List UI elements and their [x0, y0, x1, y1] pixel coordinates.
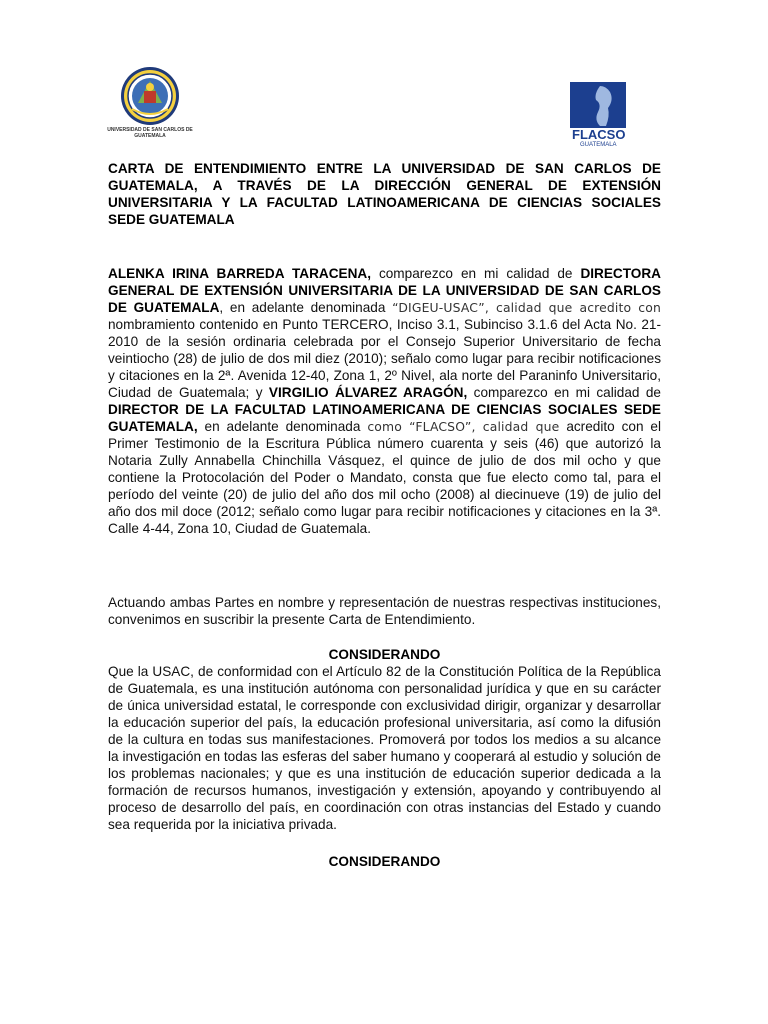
document-title: CARTA DE ENTENDIMIENTO ENTRE LA UNIVERSIDAD DE SAN CARLOS DE GUATEMALA, A TRAVÉS DE LA DIRECCIÓN GENERAL DE EXTENSIÓN UNIVERSITARIA Y LA FACULTAD LATINOAMERICANA DE CIENCIAS SOCIALES SEDE GUATEMALA [108, 161, 661, 227]
party-text: comparezco en mi calidad de [371, 266, 581, 281]
party-role-1: DIRECTORA GENERAL DE EXTENSIÓN UNIVERSITARIA DE LA UNIVERSIDAD DE SAN CARLOS DE GUATEMALA [108, 266, 661, 315]
considerando-heading-1: CONSIDERANDO [328, 647, 441, 662]
considerando-heading-2: CONSIDERANDO [328, 854, 441, 869]
party-name-2: VIRGILIO ÁLVAREZ ARAGÓN, [268, 385, 468, 400]
party-text: en adelante denominada [197, 419, 368, 434]
parties-paragraph [108, 265, 661, 537]
flacso-map-icon [566, 80, 630, 148]
party-role-2: DIRECTOR DE LA FACULTAD LATINOAMERICANA DE CIENCIAS SOCIALES SEDE GUATEMALA, [108, 402, 661, 434]
party-text: nombramiento contenido en Punto TERCERO, Inciso 3.1, Subinciso 3.1.6 del Acta No. 21-2010 de la sesión ordinaria celebrada por el Consejo Superior Universitario de fecha veintiocho (28) de julio de dos mil diez (2010); señalo como lugar para recibir notificaciones y citaciones en la 2ª. Avenida 12-40, Zona 1, 2º Nivel, ala norte del Paraninfo Universitario, Ciudad de Guatemala; y [108, 317, 661, 400]
party-alias-2: como “FLACSO”, calidad que [367, 419, 560, 434]
party-text: comparezco en mi calidad de [467, 385, 661, 400]
flacso-logo-text: FLACSO [572, 127, 626, 142]
party-text: acredito con el Primer Testimonio de la Escritura Pública número cuarenta y seis (46) que autorizó la Notaria Zully Annabella Chinchilla Vásquez, el quince de julio de dos mil ocho y que contiene la Protocolación del Poder o Mandato, consta que fue electo como tal, para el período del veinte (20) de julio del año dos mil ocho (2008) al diecinueve (19) de julio del año dos mil doce (2012; señalo como lugar para recibir notificaciones y citaciones en la 3ª. Calle 4-44, Zona 10, Ciudad de Guatemala. [108, 419, 661, 536]
party-alias-1: “DIGEU-USAC”, calidad que acredito con [392, 300, 661, 315]
party-name-1: ALENKA IRINA BARREDA TARACENA, [108, 266, 371, 281]
flacso-logo-subtext: GUATEMALA [580, 142, 617, 148]
usac-logo-caption: UNIVERSIDAD DE SAN CARLOS DE GUATEMALA [107, 127, 193, 139]
considerando-text-1: Que la USAC, de conformidad con el Artículo 82 de la Constitución Política de la República de Guatemala, es una institución autónoma con personalidad jurídica y que en su carácter de única universidad estatal, le corresponde con exclusividad dirigir, organizar y desarrollar la educación superior del país, la educación profesional universitaria, así como la difusión de la cultura en todas sus manifestaciones. Promoverá por todos los medios a su alcance la investigación en todas las esferas del saber humano y cooperará al estudio y solución de los problemas nacionales; y que es una institución de educación superior dedicada a la formación de recursos humanos, investigación y extensión, apoyando y contribuyendo al proceso de desarrollo del país, en coordinación con otras instancias del Estado y cuando sea requerida por la iniciativa privada. [108, 664, 661, 832]
acting-paragraph: Actuando ambas Partes en nombre y representación de nuestras respectivas instituciones, convenimos en suscribir la presente Carta de Entendimiento. [108, 595, 661, 627]
party-text: , en adelante denominada [219, 300, 393, 315]
